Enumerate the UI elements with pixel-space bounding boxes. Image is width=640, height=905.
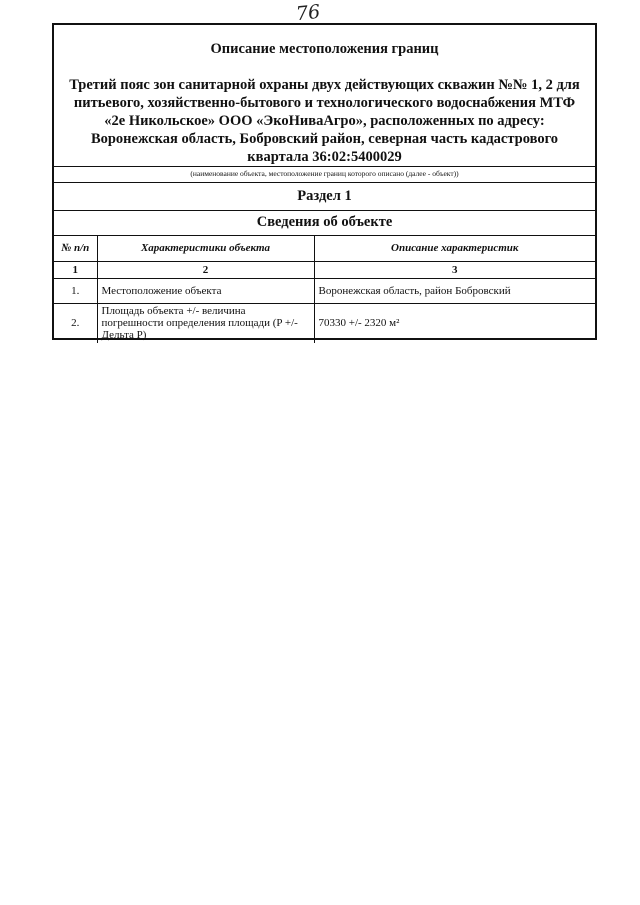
- column-header-description: Описание характеристик: [314, 236, 595, 261]
- column-number: 1: [54, 261, 97, 278]
- attributes-table: [54, 236, 595, 343]
- page-number: 76: [294, 0, 322, 26]
- table-header-row: [54, 236, 595, 261]
- document-frame: [52, 23, 597, 340]
- row-characteristic: Местоположение объекта: [97, 278, 314, 303]
- row-characteristic: Площадь объекта +/- величина погрешности определения площади (P +/- Дельта P): [97, 303, 314, 343]
- row-number: 1.: [54, 278, 97, 303]
- column-number: 3: [314, 261, 595, 278]
- subtitle-line: Воронежская область, Бобровский район, северная часть кадастрового: [90, 131, 559, 147]
- info-label: Сведения об объекте: [54, 211, 595, 236]
- document-title: Описание местоположения границ: [210, 41, 439, 57]
- column-header-number: № п/п: [54, 236, 97, 261]
- header-block: [54, 25, 595, 167]
- subtitle-line: Третий пояс зон санитарной охраны двух действующих скважин №№ 1, 2 для: [69, 77, 580, 93]
- row-number: 2.: [54, 303, 97, 343]
- row-description: 70330 +/- 2320 м²: [318, 317, 400, 330]
- subtitle-line: питьевого, хозяйственно-бытового и технологического водоснабжения МТФ: [73, 95, 576, 111]
- row-description: Воронежская область, район Бобровский: [314, 278, 595, 303]
- table-row: [54, 303, 595, 343]
- table-row: [54, 278, 595, 303]
- column-number: 2: [97, 261, 314, 278]
- section-label: Раздел 1: [54, 183, 595, 211]
- subtitle-line: квартала 36:02:5400029: [247, 149, 402, 165]
- object-caption: (наименование объекта, местоположение границ которого описано (далее - объект)): [54, 167, 595, 183]
- subtitle-line: «2е Никольское» ООО «ЭкоНиваАгро», расположенных по адресу:: [104, 113, 545, 129]
- column-number-row: [54, 261, 595, 278]
- column-header-characteristic: Характеристики объекта: [97, 236, 314, 261]
- document-subtitle: [54, 76, 595, 166]
